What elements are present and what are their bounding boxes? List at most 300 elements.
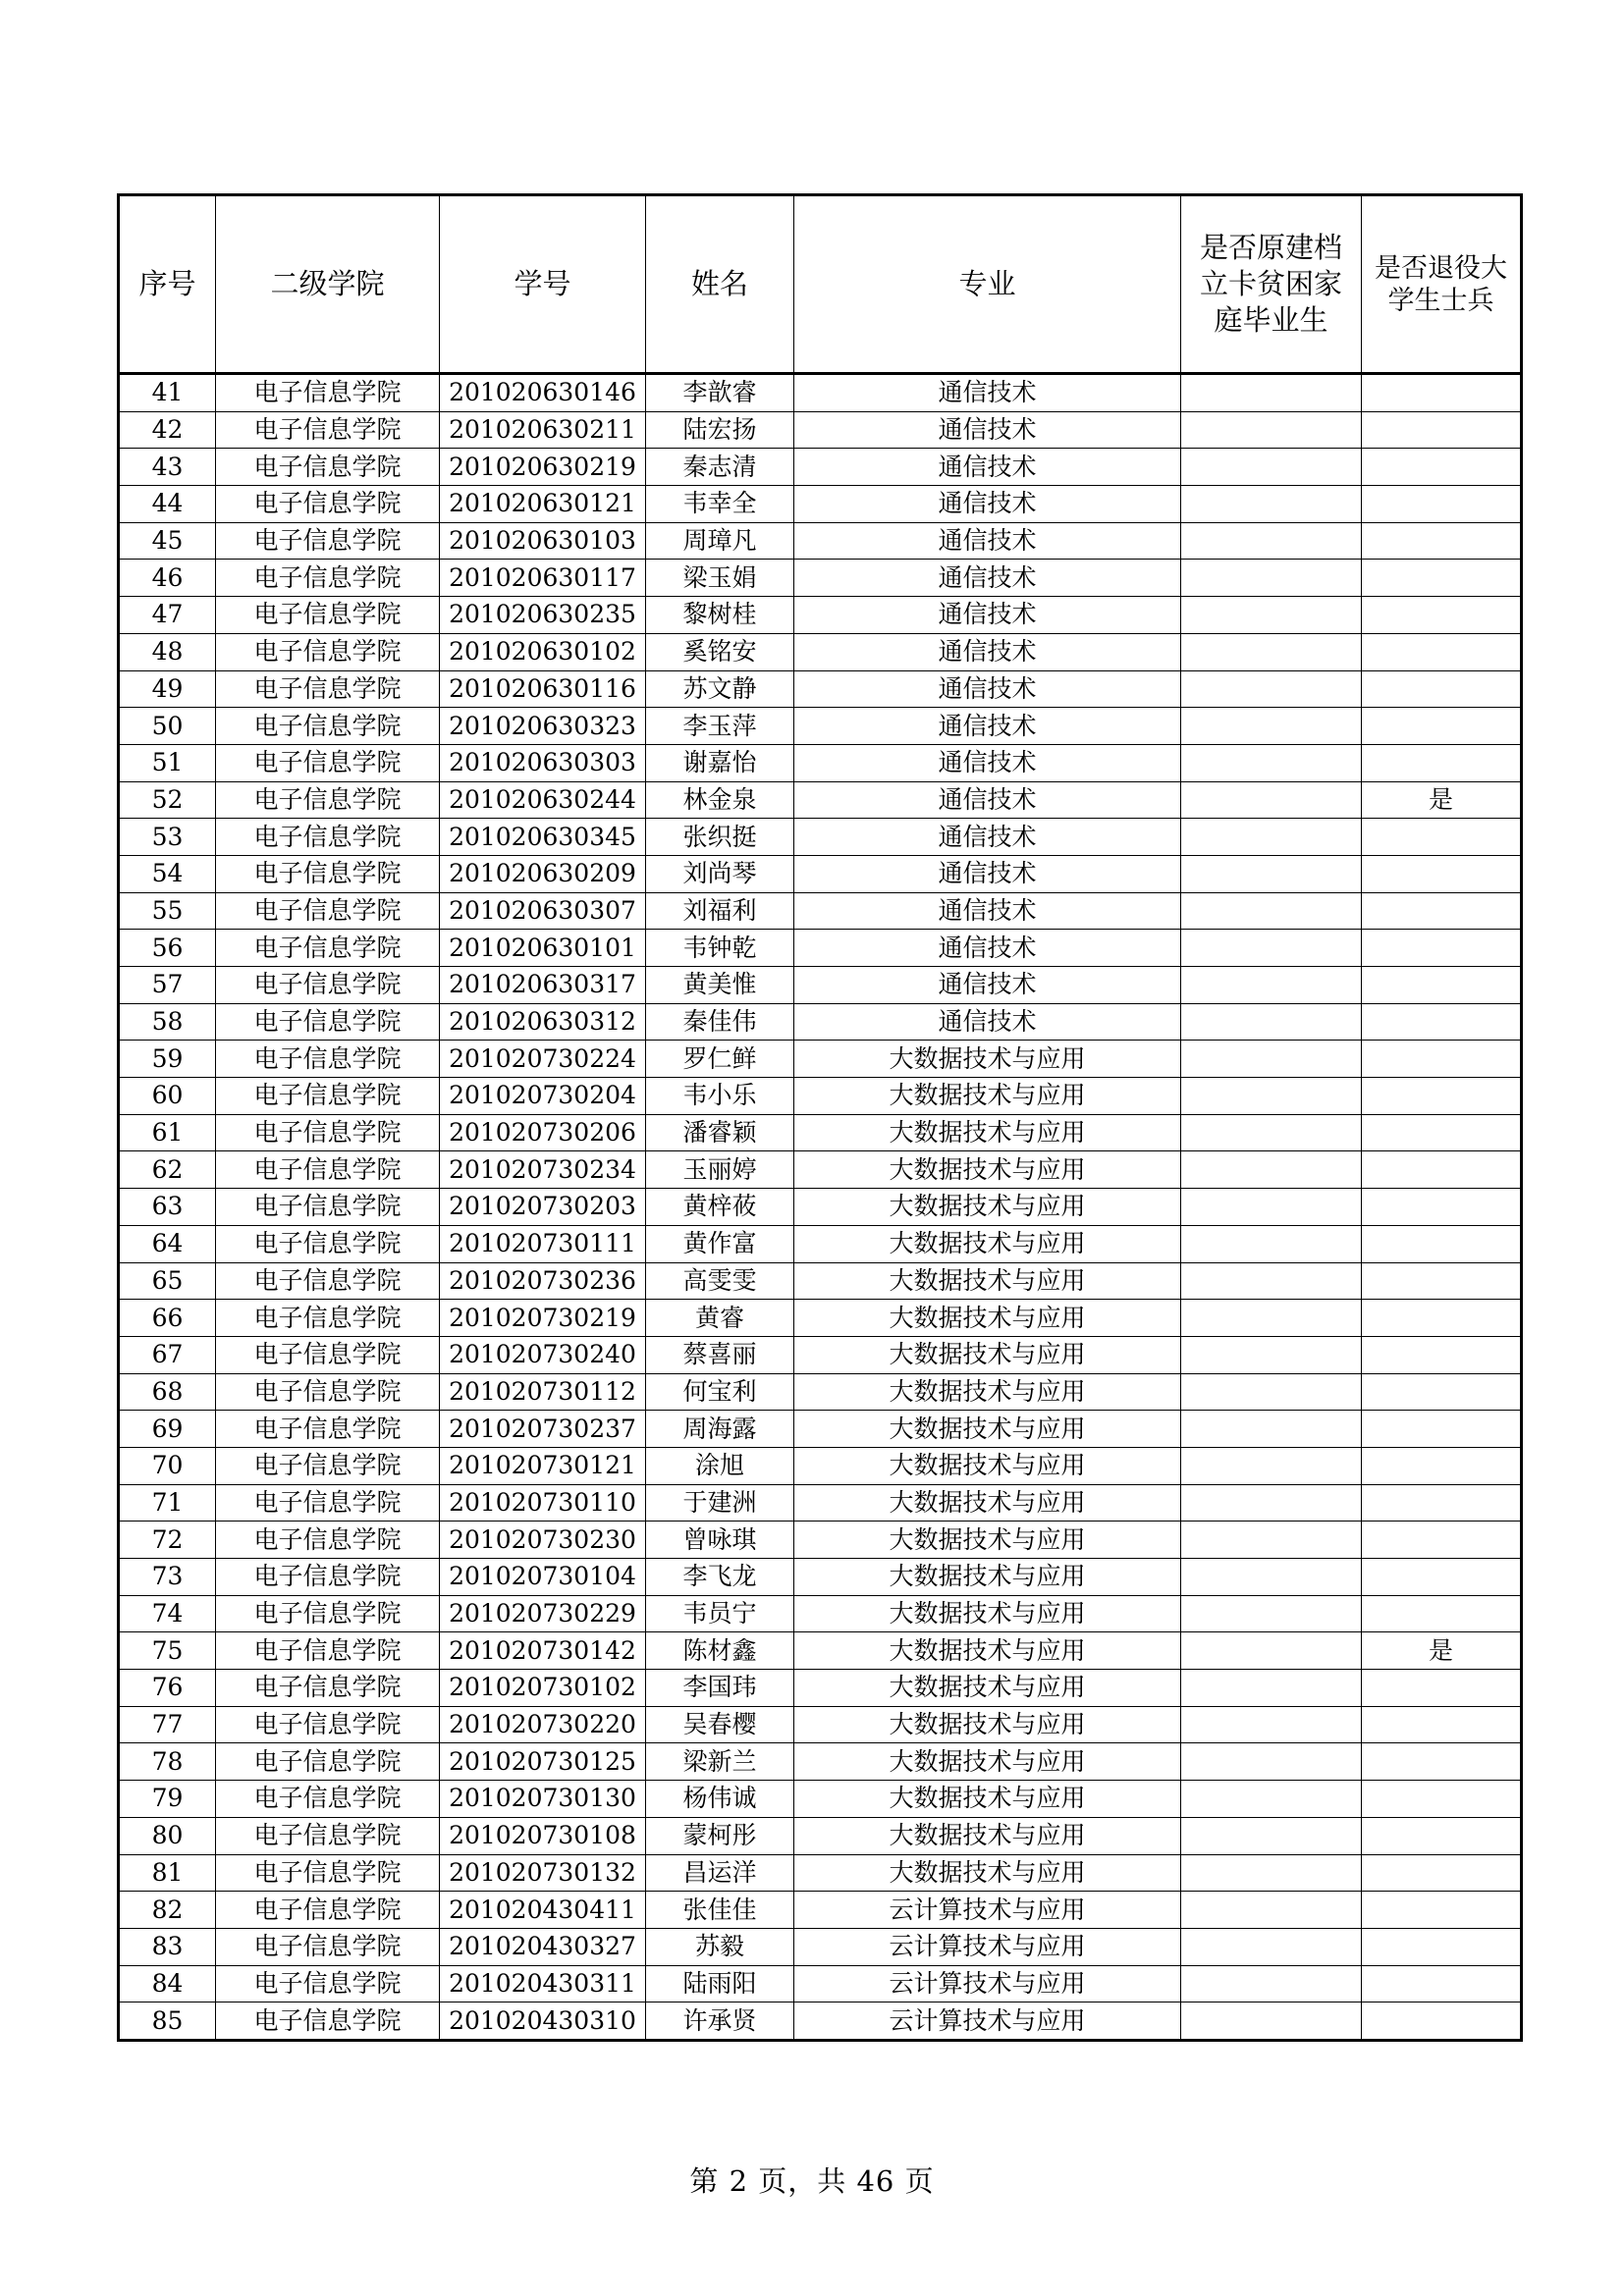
cell-name: 许承贤 [646,2002,794,2041]
cell-veteran-status [1362,2002,1522,2041]
cell-student-id: 201020630101 [440,930,646,967]
cell-index: 62 [119,1151,216,1189]
cell-name: 曾咏琪 [646,1522,794,1559]
cell-poverty-status [1181,633,1362,670]
cell-name: 韦幸全 [646,486,794,523]
cell-student-id: 201020630209 [440,855,646,892]
cell-index: 55 [119,892,216,930]
table-row [119,1670,1522,1707]
cell-college: 电子信息学院 [216,374,440,412]
table-row [119,930,1522,967]
table-row [119,2002,1522,2041]
cell-poverty-status [1181,1078,1362,1115]
cell-student-id: 201020730130 [440,1781,646,1818]
cell-major: 通信技术 [794,374,1181,412]
cell-veteran-status [1362,892,1522,930]
cell-veteran-status [1362,1670,1522,1707]
table-row [119,449,1522,486]
cell-major: 通信技术 [794,781,1181,819]
cell-veteran-status [1362,1817,1522,1854]
cell-major: 大数据技术与应用 [794,1559,1181,1596]
cell-name: 刘尚琴 [646,855,794,892]
cell-major: 大数据技术与应用 [794,1484,1181,1522]
cell-college: 电子信息学院 [216,967,440,1004]
cell-student-id: 201020630146 [440,374,646,412]
cell-name: 黄作富 [646,1225,794,1262]
cell-veteran-status [1362,486,1522,523]
table-row [119,1003,1522,1041]
cell-college: 电子信息学院 [216,1965,440,2002]
cell-index: 83 [119,1928,216,1965]
cell-veteran-status [1362,1595,1522,1632]
cell-student-id: 201020730132 [440,1854,646,1892]
cell-college: 电子信息学院 [216,781,440,819]
cell-poverty-status [1181,1447,1362,1484]
cell-major: 通信技术 [794,560,1181,597]
cell-name: 陈材鑫 [646,1632,794,1670]
cell-veteran-status [1362,1854,1522,1892]
header-college: 二级学院 [216,195,440,374]
cell-college: 电子信息学院 [216,1595,440,1632]
cell-poverty-status [1181,1189,1362,1226]
table-row [119,1447,1522,1484]
table-row [119,1817,1522,1854]
cell-index: 50 [119,708,216,745]
cell-veteran-status [1362,670,1522,708]
cell-poverty-status [1181,1336,1362,1373]
cell-name: 苏毅 [646,1928,794,1965]
cell-college: 电子信息学院 [216,670,440,708]
cell-student-id: 201020730229 [440,1595,646,1632]
cell-major: 大数据技术与应用 [794,1854,1181,1892]
cell-college: 电子信息学院 [216,1447,440,1484]
cell-student-id: 201020630211 [440,411,646,449]
cell-student-id: 201020630312 [440,1003,646,1041]
cell-major: 通信技术 [794,744,1181,781]
cell-poverty-status [1181,411,1362,449]
cell-student-id: 201020630244 [440,781,646,819]
cell-name: 高雯雯 [646,1262,794,1300]
cell-index: 65 [119,1262,216,1300]
cell-college: 电子信息学院 [216,1743,440,1781]
cell-student-id: 201020730104 [440,1559,646,1596]
cell-major: 大数据技术与应用 [794,1706,1181,1743]
cell-college: 电子信息学院 [216,930,440,967]
cell-veteran-status [1362,560,1522,597]
table-row [119,1928,1522,1965]
cell-name: 黄睿 [646,1300,794,1337]
header-student-id: 学号 [440,195,646,374]
table-row [119,560,1522,597]
cell-college: 电子信息学院 [216,1928,440,1965]
table-row [119,1559,1522,1596]
cell-index: 41 [119,374,216,412]
cell-name: 陆雨阳 [646,1965,794,2002]
cell-student-id: 201020730234 [440,1151,646,1189]
cell-poverty-status [1181,670,1362,708]
table-row [119,1262,1522,1300]
cell-index: 69 [119,1411,216,1448]
cell-major: 通信技术 [794,892,1181,930]
cell-student-id: 201020730206 [440,1114,646,1151]
cell-student-id: 201020630117 [440,560,646,597]
cell-major: 大数据技术与应用 [794,1411,1181,1448]
cell-college: 电子信息学院 [216,1411,440,1448]
cell-poverty-status [1181,1300,1362,1337]
cell-name: 杨伟诚 [646,1781,794,1818]
cell-index: 77 [119,1706,216,1743]
cell-poverty-status [1181,1484,1362,1522]
cell-college: 电子信息学院 [216,1151,440,1189]
cell-college: 电子信息学院 [216,1706,440,1743]
cell-veteran-status [1362,1706,1522,1743]
cell-name: 潘睿颖 [646,1114,794,1151]
cell-veteran-status [1362,708,1522,745]
table-row [119,1706,1522,1743]
cell-poverty-status [1181,374,1362,412]
cell-veteran-status [1362,449,1522,486]
cell-college: 电子信息学院 [216,2002,440,2041]
cell-index: 64 [119,1225,216,1262]
cell-poverty-status [1181,781,1362,819]
cell-index: 49 [119,670,216,708]
cell-major: 大数据技术与应用 [794,1041,1181,1078]
cell-poverty-status [1181,2002,1362,2041]
cell-veteran-status [1362,411,1522,449]
cell-poverty-status [1181,1225,1362,1262]
table-row [119,892,1522,930]
cell-name: 周璋凡 [646,522,794,560]
cell-college: 电子信息学院 [216,819,440,856]
cell-student-id: 201020730102 [440,1670,646,1707]
cell-name: 吴春樱 [646,1706,794,1743]
cell-index: 70 [119,1447,216,1484]
header-major: 专业 [794,195,1181,374]
cell-major: 通信技术 [794,930,1181,967]
cell-poverty-status [1181,1743,1362,1781]
cell-index: 76 [119,1670,216,1707]
cell-poverty-status [1181,522,1362,560]
table-row [119,1041,1522,1078]
cell-major: 通信技术 [794,708,1181,745]
cell-name: 刘福利 [646,892,794,930]
cell-index: 43 [119,449,216,486]
cell-index: 57 [119,967,216,1004]
cell-major: 大数据技术与应用 [794,1743,1181,1781]
table-row [119,486,1522,523]
cell-major: 大数据技术与应用 [794,1262,1181,1300]
cell-name: 林金泉 [646,781,794,819]
cell-student-id: 201020630121 [440,486,646,523]
cell-veteran-status [1362,855,1522,892]
cell-major: 大数据技术与应用 [794,1151,1181,1189]
cell-major: 大数据技术与应用 [794,1817,1181,1854]
table-row [119,1743,1522,1781]
cell-major: 通信技术 [794,486,1181,523]
cell-veteran-status [1362,1373,1522,1411]
cell-major: 通信技术 [794,449,1181,486]
cell-major: 通信技术 [794,633,1181,670]
cell-name: 昌运洋 [646,1854,794,1892]
table-row [119,744,1522,781]
table-row [119,1078,1522,1115]
table-row [119,1373,1522,1411]
cell-veteran-status [1362,1781,1522,1818]
cell-name: 韦钟乾 [646,930,794,967]
cell-student-id: 201020730203 [440,1189,646,1226]
cell-student-id: 201020730240 [440,1336,646,1373]
cell-index: 79 [119,1781,216,1818]
cell-index: 80 [119,1817,216,1854]
table-row [119,855,1522,892]
header-veteran-status: 是否退役大学生士兵 [1362,195,1522,374]
cell-poverty-status [1181,1670,1362,1707]
cell-poverty-status [1181,1151,1362,1189]
page-number-footer: 第 2 页，共 46 页 [689,2164,935,2198]
cell-student-id: 201020630116 [440,670,646,708]
cell-major: 大数据技术与应用 [794,1189,1181,1226]
table-row [119,1151,1522,1189]
cell-major: 大数据技术与应用 [794,1373,1181,1411]
table-row [119,1114,1522,1151]
cell-major: 大数据技术与应用 [794,1781,1181,1818]
cell-major: 大数据技术与应用 [794,1300,1181,1337]
cell-index: 45 [119,522,216,560]
cell-index: 56 [119,930,216,967]
cell-college: 电子信息学院 [216,1522,440,1559]
cell-student-id: 201020730121 [440,1447,646,1484]
cell-student-id: 201020630303 [440,744,646,781]
cell-major: 大数据技术与应用 [794,1447,1181,1484]
cell-major: 大数据技术与应用 [794,1114,1181,1151]
cell-name: 韦员宁 [646,1595,794,1632]
cell-student-id: 201020730110 [440,1484,646,1522]
cell-major: 通信技术 [794,1003,1181,1041]
cell-major: 大数据技术与应用 [794,1522,1181,1559]
cell-major: 大数据技术与应用 [794,1225,1181,1262]
cell-major: 云计算技术与应用 [794,1928,1181,1965]
table-body [119,374,1522,2041]
cell-major: 大数据技术与应用 [794,1595,1181,1632]
cell-name: 于建洲 [646,1484,794,1522]
cell-name: 黄梓莜 [646,1189,794,1226]
cell-poverty-status [1181,1114,1362,1151]
cell-veteran-status [1362,1892,1522,1929]
cell-poverty-status [1181,892,1362,930]
cell-veteran-status [1362,819,1522,856]
cell-major: 云计算技术与应用 [794,1892,1181,1929]
cell-veteran-status [1362,1041,1522,1078]
cell-veteran-status: 是 [1362,1632,1522,1670]
cell-college: 电子信息学院 [216,1817,440,1854]
cell-major: 通信技术 [794,967,1181,1004]
cell-name: 玉丽婷 [646,1151,794,1189]
cell-name: 罗仁鲜 [646,1041,794,1078]
cell-student-id: 201020630307 [440,892,646,930]
header-index: 序号 [119,195,216,374]
cell-name: 李歆睿 [646,374,794,412]
cell-major: 大数据技术与应用 [794,1670,1181,1707]
cell-index: 66 [119,1300,216,1337]
cell-index: 42 [119,411,216,449]
cell-major: 云计算技术与应用 [794,1965,1181,2002]
cell-poverty-status [1181,449,1362,486]
table-row [119,411,1522,449]
header-name: 姓名 [646,195,794,374]
cell-major: 通信技术 [794,819,1181,856]
cell-name: 韦小乐 [646,1078,794,1115]
cell-veteran-status [1362,633,1522,670]
table-row [119,1781,1522,1818]
cell-veteran-status [1362,1965,1522,2002]
cell-index: 71 [119,1484,216,1522]
cell-student-id: 201020430311 [440,1965,646,2002]
table-row [119,1484,1522,1522]
cell-student-id: 201020730236 [440,1262,646,1300]
cell-student-id: 201020630345 [440,819,646,856]
cell-poverty-status [1181,1706,1362,1743]
cell-student-id: 201020730142 [440,1632,646,1670]
cell-index: 72 [119,1522,216,1559]
cell-veteran-status: 是 [1362,781,1522,819]
cell-college: 电子信息学院 [216,1559,440,1596]
cell-index: 51 [119,744,216,781]
cell-major: 通信技术 [794,597,1181,634]
table-row [119,1300,1522,1337]
cell-student-id: 201020730237 [440,1411,646,1448]
cell-student-id: 201020730125 [440,1743,646,1781]
cell-poverty-status [1181,1854,1362,1892]
cell-index: 47 [119,597,216,634]
cell-veteran-status [1362,1189,1522,1226]
table-row [119,1411,1522,1448]
cell-veteran-status [1362,1559,1522,1596]
table-row [119,670,1522,708]
cell-name: 张织挺 [646,819,794,856]
cell-college: 电子信息学院 [216,708,440,745]
cell-poverty-status [1181,1928,1362,1965]
cell-name: 梁新兰 [646,1743,794,1781]
cell-poverty-status [1181,1892,1362,1929]
cell-poverty-status [1181,1373,1362,1411]
cell-college: 电子信息学院 [216,1003,440,1041]
cell-index: 73 [119,1559,216,1596]
cell-major: 大数据技术与应用 [794,1078,1181,1115]
cell-name: 张佳佳 [646,1892,794,1929]
cell-veteran-status [1362,522,1522,560]
cell-name: 苏文静 [646,670,794,708]
cell-poverty-status [1181,1559,1362,1596]
cell-index: 81 [119,1854,216,1892]
cell-college: 电子信息学院 [216,449,440,486]
cell-name: 李飞龙 [646,1559,794,1596]
cell-poverty-status [1181,744,1362,781]
cell-major: 通信技术 [794,522,1181,560]
header-poverty-status: 是否原建档立卡贫困家庭毕业生 [1181,195,1362,374]
cell-name: 秦志清 [646,449,794,486]
cell-veteran-status [1362,1447,1522,1484]
cell-index: 78 [119,1743,216,1781]
cell-veteran-status [1362,1078,1522,1115]
cell-major: 通信技术 [794,411,1181,449]
cell-poverty-status [1181,1262,1362,1300]
cell-student-id: 201020630103 [440,522,646,560]
cell-veteran-status [1362,1743,1522,1781]
cell-veteran-status [1362,1003,1522,1041]
cell-name: 秦佳伟 [646,1003,794,1041]
cell-poverty-status [1181,486,1362,523]
table-row [119,819,1522,856]
cell-index: 59 [119,1041,216,1078]
cell-major: 通信技术 [794,855,1181,892]
cell-student-id: 201020630102 [440,633,646,670]
cell-poverty-status [1181,560,1362,597]
cell-student-id: 201020730230 [440,1522,646,1559]
table-row [119,597,1522,634]
table-row [119,1225,1522,1262]
cell-student-id: 201020730219 [440,1300,646,1337]
cell-name: 涂旭 [646,1447,794,1484]
cell-college: 电子信息学院 [216,1781,440,1818]
cell-index: 52 [119,781,216,819]
table-row [119,1632,1522,1670]
cell-student-id: 201020630317 [440,967,646,1004]
cell-index: 60 [119,1078,216,1115]
cell-poverty-status [1181,1003,1362,1041]
cell-index: 61 [119,1114,216,1151]
cell-college: 电子信息学院 [216,560,440,597]
cell-index: 67 [119,1336,216,1373]
cell-poverty-status [1181,1522,1362,1559]
table-row [119,781,1522,819]
cell-name: 李国玮 [646,1670,794,1707]
cell-student-id: 201020730224 [440,1041,646,1078]
cell-index: 84 [119,1965,216,2002]
cell-major: 通信技术 [794,670,1181,708]
cell-college: 电子信息学院 [216,522,440,560]
cell-poverty-status [1181,597,1362,634]
cell-college: 电子信息学院 [216,411,440,449]
cell-index: 44 [119,486,216,523]
cell-name: 何宝利 [646,1373,794,1411]
table-row [119,1892,1522,1929]
cell-poverty-status [1181,708,1362,745]
cell-index: 74 [119,1595,216,1632]
cell-college: 电子信息学院 [216,855,440,892]
table-row [119,522,1522,560]
table-row [119,633,1522,670]
cell-student-id: 201020730111 [440,1225,646,1262]
cell-index: 53 [119,819,216,856]
cell-veteran-status [1362,1928,1522,1965]
student-table [117,193,1523,2042]
cell-index: 58 [119,1003,216,1041]
cell-college: 电子信息学院 [216,1484,440,1522]
cell-veteran-status [1362,1151,1522,1189]
cell-name: 谢嘉怡 [646,744,794,781]
cell-veteran-status [1362,597,1522,634]
cell-name: 陆宏扬 [646,411,794,449]
cell-poverty-status [1181,967,1362,1004]
cell-poverty-status [1181,819,1362,856]
table-row [119,1595,1522,1632]
cell-name: 李玉萍 [646,708,794,745]
cell-veteran-status [1362,1411,1522,1448]
cell-veteran-status [1362,1484,1522,1522]
cell-college: 电子信息学院 [216,1854,440,1892]
cell-college: 电子信息学院 [216,1078,440,1115]
cell-veteran-status [1362,930,1522,967]
